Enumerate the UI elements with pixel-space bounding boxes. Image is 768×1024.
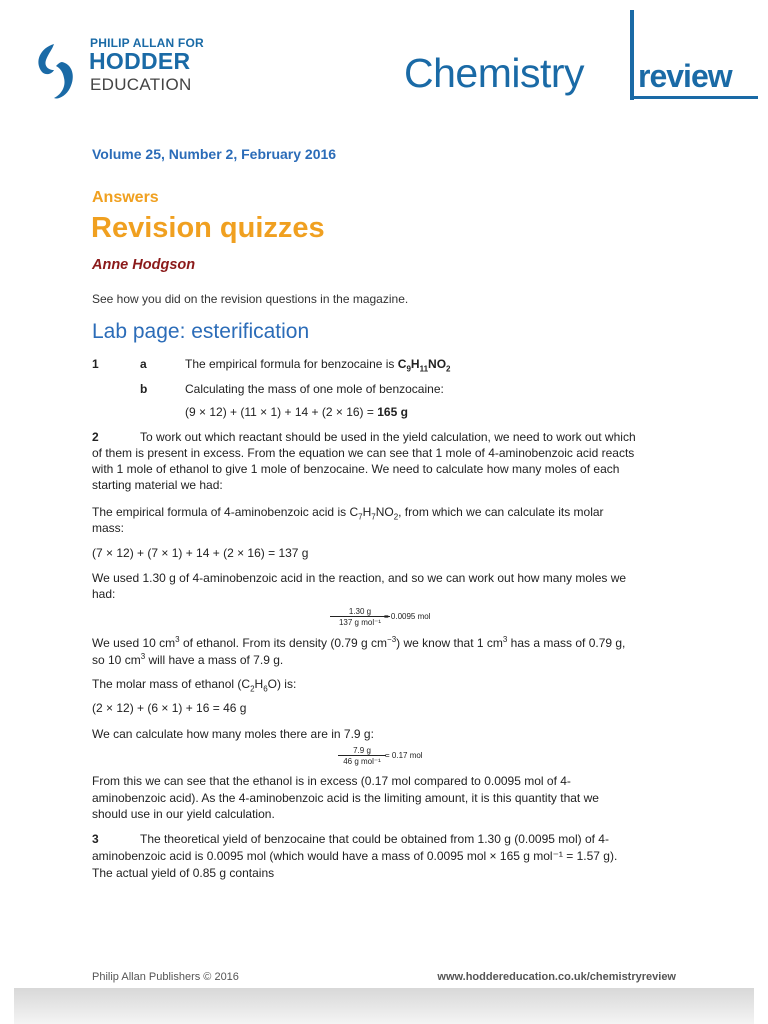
p4-d: has a mass of 0.79 g,: [507, 636, 626, 650]
q2-calc1: (7 × 12) + (7 × 1) + 14 + (2 × 16) = 137 g: [92, 546, 309, 560]
q2-calc2: (2 × 12) + (6 × 1) + 16 = 46 g: [92, 701, 247, 715]
footer-url[interactable]: www.hoddereducation.co.uk/chemistryreview: [437, 971, 676, 983]
q2-para7-line: From this we can see that the ethanol is in excess (0.17 mol compared to 0.0095 mol of 4-: [92, 774, 571, 788]
logo-underline: [630, 96, 758, 99]
intro-text: See how you did on the revision questions in the magazine.: [92, 292, 409, 306]
q2-line: To work out which reactant should be used in the yield calculation, we need to work out which: [140, 430, 636, 444]
q1a-text: [185, 356, 450, 372]
frac2-result: = 0.17 mol: [385, 751, 423, 760]
author-name: Anne Hodgson: [92, 257, 196, 273]
q2-formula-pre: The empirical formula of 4-aminobenzoic acid is C: [92, 505, 359, 519]
q1b-result: 165 g: [377, 405, 408, 419]
magazine-word2: review: [638, 58, 732, 94]
q2-para7-line: should use in our yield calculation.: [92, 807, 275, 821]
chemistry-review-logo: [404, 50, 754, 106]
q3-line: The theoretical yield of benzocaine that could be obtained from 1.30 g (0.0095 mol) of 4-: [140, 832, 609, 846]
footer-bar: [14, 988, 754, 1024]
q2-ethanol-line1: We used 10 $cm^3$ of ethanol. From its density (0.79 g $cm^{-3}$) we know that 1 $cm^3$ has a mass of 0.79 g,: [92, 635, 626, 650]
section-label: Answers: [92, 189, 159, 206]
frac2-denominator: 46 g mol⁻¹: [338, 755, 386, 766]
footer-publisher: Philip Allan Publishers © 2016: [92, 971, 239, 983]
p4-a: We used 10 cm: [92, 636, 176, 650]
frac1-result: = 0.0095 mol: [384, 612, 431, 621]
q3-line: aminobenzoic acid is 0.0095 mol (which would have a mass of 0.0095 mol × 165 g mol⁻¹ = 1.57 g).: [92, 849, 618, 863]
section-heading: Lab page: esterification: [92, 320, 310, 343]
moles-fraction-2: [338, 746, 423, 766]
page-title: Revision quizzes: [91, 212, 325, 244]
q3-number: 3: [92, 832, 99, 846]
publisher-line3: EDUCATION: [90, 75, 192, 94]
q1b-calc-expr: (9 × 12) + (11 × 1) + 14 + (2 × 16) =: [185, 405, 378, 419]
benzocaine-formula: $C_9H_{11}NO_2$: [397, 357, 451, 374]
logo-bar: [630, 10, 634, 100]
q2-mass-label: mass:: [92, 521, 125, 535]
q2-para6: We can calculate how many moles there are in 7.9 g:: [92, 727, 374, 741]
q2-formula-line: The empirical formula of 4-aminobenzoic acid is $C_7H_7NO_2$, from which we can calculate its molar: [92, 505, 604, 522]
q1b-label: b: [140, 382, 148, 396]
moles-fraction-1: [330, 607, 431, 627]
p4-b: of ethanol. From its density (0.79 g cm: [179, 636, 388, 650]
q2-ethanol-molar: The molar mass of ethanol $(C_2H_6O)$ is:: [92, 677, 297, 694]
hodder-logo: [32, 36, 232, 100]
frac1-denominator: 137 g mol⁻¹: [330, 616, 390, 627]
publisher-line1: PHILIP ALLAN FOR: [90, 36, 204, 50]
q2-line: starting material we had:: [92, 478, 223, 492]
q1-number: 1: [92, 357, 99, 371]
q2-line: with 1 mole of ethanol to give 1 mole of benzocaine. We need to calculate how many moles of each: [92, 462, 620, 476]
q1b-calc: [185, 404, 408, 420]
p4-c: ) we know that 1 cm: [396, 636, 503, 650]
magazine-word1: Chemistry: [404, 50, 585, 96]
publisher-line2: HODDER: [89, 48, 191, 74]
q2-line: of them is present in excess. From the equation we can see that 1 mole of 4-aminobenzoic acid reacts: [92, 446, 635, 460]
q1a-sentence: The empirical formula for benzocaine is: [185, 357, 398, 371]
frac2-numerator: 7.9 g: [353, 746, 371, 755]
issue-info: Volume 25, Number 2, February 2016: [92, 146, 337, 162]
hodder-swirl-icon: [32, 40, 82, 102]
p4-e: so 10 cm: [92, 653, 141, 667]
q1a-label: a: [140, 357, 147, 371]
q2-para3-line: had:: [92, 587, 116, 601]
frac1-numerator: 1.30 g: [348, 607, 372, 616]
q2-para7-line: aminobenzoic acid). As the 4-aminobenzoic acid is the limiting amount, it is this quantity that we: [92, 791, 599, 805]
p4-f: will have a mass of 7.9 g.: [145, 653, 284, 667]
q3-line: The actual yield of 0.85 g contains: [92, 866, 275, 880]
q2-ethanol-line2: so 10 $cm^3$ will have a mass of 7.9 g.: [92, 652, 284, 667]
q2-number: 2: [92, 430, 99, 444]
q2-para3-line: We used 1.30 g of 4-aminobenzoic acid in the reaction, and so we can work out how many moles we: [92, 571, 627, 585]
q1b-text: Calculating the mass of one mole of benzocaine:: [185, 382, 444, 396]
q2-formula-post: , from which we can calculate its molar: [398, 505, 604, 519]
